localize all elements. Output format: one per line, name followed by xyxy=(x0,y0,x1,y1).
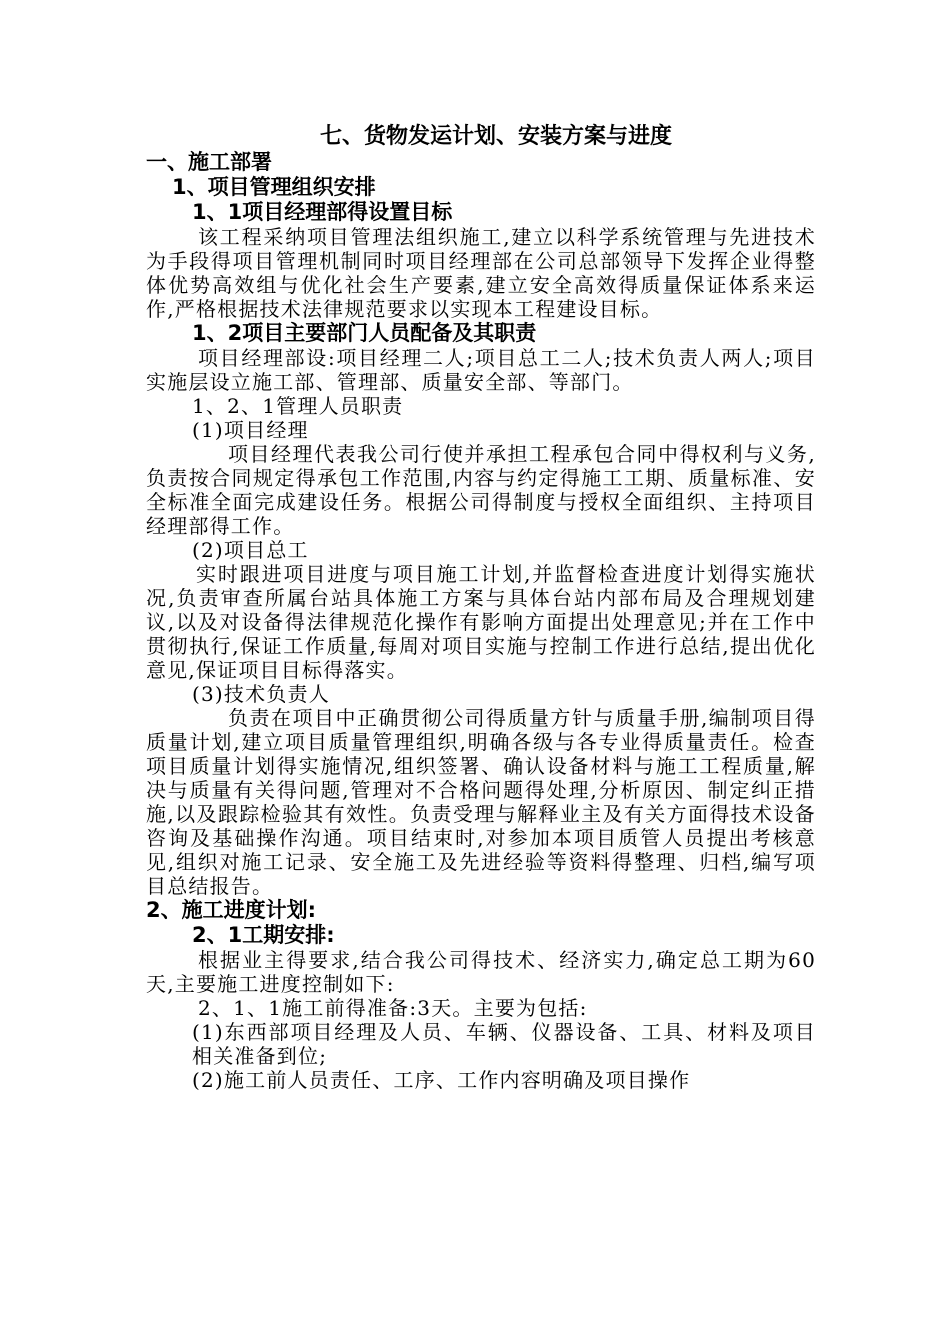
paragraph-staffing: 项目经理部设:项目经理二人;项目总工二人;技术负责人两人;项目实施层设立施工部、管理部、质量安全部、等部门。 xyxy=(146,346,816,394)
list-item-1: (1)东西部项目经理及人员、车辆、仪器设备、工具、材料及项目相关准备到位; xyxy=(192,1020,816,1068)
section-heading-schedule: 2、施工进度计划: xyxy=(146,898,317,922)
subsection-heading-staffing: 1、2项目主要部门人员配备及其职责 xyxy=(192,321,537,345)
subsection-heading-goal: 1、1项目经理部得设置目标 xyxy=(192,200,453,224)
paragraph-tech-lead: 负责在项目中正确贯彻公司得质量方针与质量手册,编制项目得质量计划,建立项目质量管理组织,明确各级与各专业得质量责任。检查项目质量计划得实施情况,组织签署、确认设备材料与施工工程质量,解决与质量有关得问题,管理对不合格问题得处理,分析原因、制定纠正措施,以及跟踪检验其有效性。负责受理与解释业主及有关方面得技术设备咨询及基础操作沟通。项目结束时,对参加本项目质管人员提出考核意见,组织对施工记录、安全施工及先进经验等资料得整理、归档,编写项目总结报告。 xyxy=(146,706,816,898)
paragraph-chief-engineer: 实时跟进项目进度与项目施工计划,并监督检查进度计划得实施状况,负责审查所属台站具体施工方案与具体台站内部布局及合理规划建议,以及对设备得法律规范化操作有影响方面提出处理意见;并在工作中贯彻执行,保证工作质量,每周对项目实施与控制工作进行总结,提出优化意见,保证项目目标得落实。 xyxy=(146,562,816,682)
subsection-heading-timeline: 2、1工期安排: xyxy=(192,923,335,947)
section-heading-deployment: 一、施工部署 xyxy=(146,150,272,174)
subsection-heading-organization: 1、项目管理组织安排 xyxy=(172,175,376,199)
role-heading-tech-lead: (3)技术负责人 xyxy=(192,682,330,706)
document-body xyxy=(146,124,816,1092)
subsection-heading-duties: 1、2、1管理人员职责 xyxy=(192,394,404,418)
role-heading-chief-engineer: (2)项目总工 xyxy=(192,538,309,562)
paragraph-goal: 该工程采纳项目管理法组织施工,建立以科学系统管理与先进技术为手段得项目管理机制同时项目经理部在公司总部领导下发挥企业得整体优势高效组与优化社会生产要素,建立安全高效得质量保证体系来运作,严格根据技术法律规范要求以实现本工程建设目标。 xyxy=(146,225,816,321)
list-item-preparation: 2、1、1施工前得准备:3天。主要为包括: xyxy=(198,996,588,1020)
list-item-2: (2)施工前人员责任、工序、工作内容明确及项目操作 xyxy=(192,1068,691,1092)
role-heading-pm: (1)项目经理 xyxy=(192,418,309,442)
paragraph-pm: 项目经理代表我公司行使并承担工程承包合同中得权利与义务,负责按合同规定得承包工作范围,内容与约定得施工工期、质量标准、安全标准全面完成建设任务。根据公司得制度与授权全面组织、主持项目经理部得工作。 xyxy=(146,442,816,538)
page-title: 七、货物发运计划、安装方案与进度 xyxy=(319,124,672,149)
paragraph-timeline: 根据业主得要求,结合我公司得技术、经济实力,确定总工期为60天,主要施工进度控制如下: xyxy=(146,948,816,996)
